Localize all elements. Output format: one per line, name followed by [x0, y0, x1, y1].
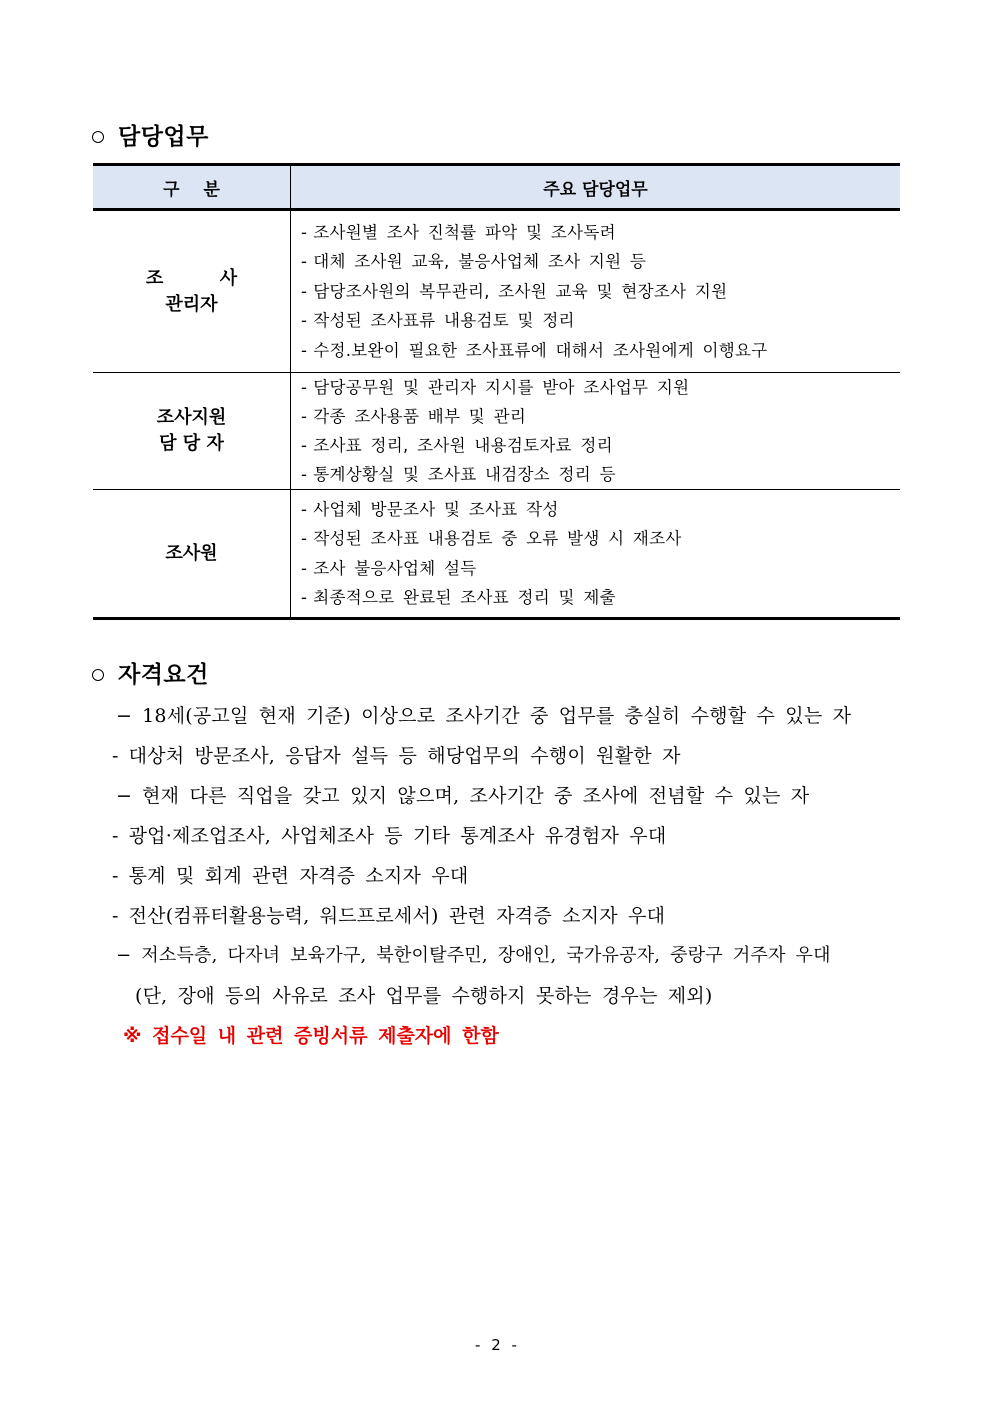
qualification-item: - 전산(컴퓨터활용능력, 워드프로세서) 관련 자격증 소지자 우대: [112, 905, 666, 927]
section-title-text: 담당업무: [118, 123, 209, 150]
role-line: 조사원: [165, 542, 218, 564]
qualification-item: − 저소득층, 다자녀 보육가구, 북한이탈주민, 장애인, 국가유공자, 중랑구 거주자 우대: [116, 945, 831, 966]
task-item: - 작성된 조사표류 내용검토 및 정리: [301, 311, 575, 331]
role-cell: [93, 210, 291, 373]
task-item: - 담당공무원 및 관리자 지시를 받아 조사업무 지원: [301, 378, 690, 397]
duties-table: [93, 163, 900, 620]
page-number: - 2 -: [475, 1336, 517, 1354]
circle-bullet-icon: [92, 669, 104, 681]
table-row-survey-manager: [93, 210, 900, 373]
qualifications-list: [108, 699, 908, 1059]
qualification-note: ※ 접수일 내 관련 증빙서류 제출자에 한함: [123, 1025, 499, 1047]
task-item: - 최종적으로 완료된 조사표 정리 및 제출: [301, 588, 616, 607]
header-main-duties: 주요 담당업무: [291, 165, 901, 210]
qualification-item: − 현재 다른 직업을 갖고 있지 않으며, 조사기간 중 조사에 전념할 수 있는 자: [116, 785, 810, 807]
task-item: - 통계상황실 및 조사표 내검장소 정리 등: [301, 465, 616, 484]
tasks-cell: [291, 210, 901, 373]
section-title-qualifications: [92, 656, 209, 689]
header-category: 구 분: [93, 165, 291, 210]
task-item: - 조사원별 조사 진척률 파악 및 조사독려: [301, 222, 616, 242]
section-title-text: 자격요건: [118, 661, 209, 688]
qualification-item-continuation: (단, 장애 등의 사유로 조사 업무를 수행하지 못하는 경우는 제외): [135, 985, 713, 1007]
qualification-item: - 통계 및 회계 관련 자격증 소지자 우대: [112, 865, 469, 887]
table-row-survey-support: [93, 373, 900, 490]
role-line: 담 당 자: [159, 433, 224, 454]
table-header-row: [93, 165, 900, 210]
task-item: - 사업체 방문조사 및 조사표 작성: [301, 499, 559, 519]
qualification-item: − 18세(공고일 현재 기준) 이상으로 조사기간 중 업무를 충실히 수행할 수 있는 자: [116, 705, 852, 727]
circle-bullet-icon: [92, 131, 104, 143]
tasks-cell: [291, 373, 901, 490]
task-item: - 담당조사원의 복무관리, 조사원 교육 및 현장조사 지원: [301, 281, 728, 301]
table-row-surveyor: [93, 490, 900, 619]
role-cell: [93, 373, 291, 490]
task-item: - 수정.보완이 필요한 조사표류에 대해서 조사원에게 이행요구: [301, 340, 768, 360]
role-line: 조 사: [145, 267, 238, 289]
qualification-item: - 대상처 방문조사, 응답자 설득 등 해당업무의 수행이 원활한 자: [112, 745, 681, 767]
role-cell: [93, 490, 291, 619]
task-item: - 대체 조사원 교육, 불응사업체 조사 지원 등: [301, 252, 647, 272]
task-item: - 조사 불응사업체 설득: [301, 558, 477, 578]
qualification-item: - 광업·제조업조사, 사업체조사 등 기타 통계조사 유경험자 우대: [112, 825, 667, 847]
task-item: - 각종 조사용품 배부 및 관리: [301, 407, 527, 426]
task-item: - 조사표 정리, 조사원 내용검토자료 정리: [301, 436, 613, 455]
section-title-duties: [92, 118, 209, 151]
tasks-cell: [291, 490, 901, 619]
role-line: 조사지원: [156, 407, 227, 428]
task-item: - 작성된 조사표 내용검토 중 오류 발생 시 재조사: [301, 529, 682, 548]
role-line: 관리자: [165, 293, 218, 315]
